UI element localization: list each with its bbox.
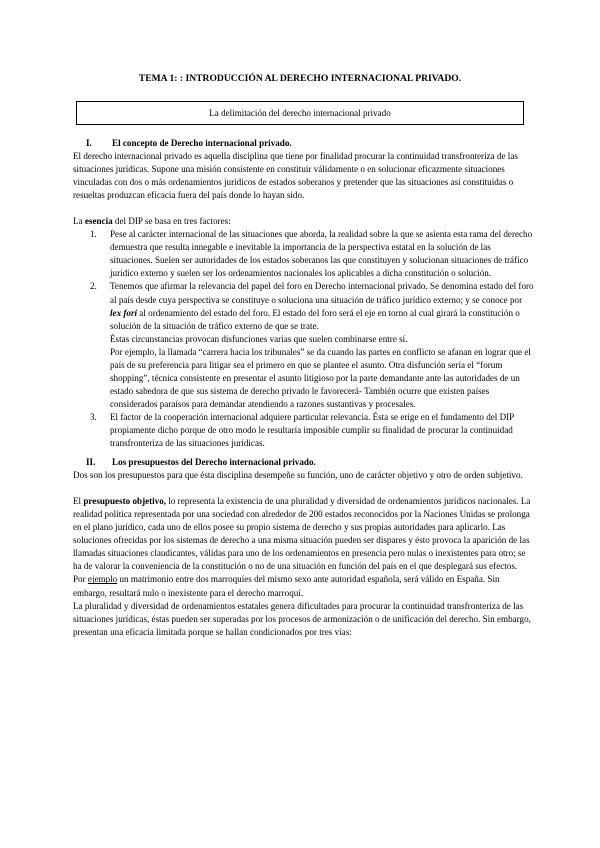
document-body bbox=[73, 137, 535, 639]
factors-list bbox=[73, 228, 535, 450]
list-item: 1. Pese al carácter internacional de las situaciones que aborda, la realidad sobre la que se asienta esta rama del derecho demuestra que resulta innegable e inevitable la importancia de la perspectiva estatal en la solución de las situaciones. Suelen ser autoridades de los estados soberanos las que constituyen y solucionan situaciones de tráfico jurídico externo y suelen ser los ordenamientos nacionales los aplicables a dicha constitución o solución. bbox=[90, 229, 533, 279]
paragraph-presupuestos: Dos son los presupuestos para que ésta disciplina desempeñe su función, uno de carácter objetivo y otro de orden subjetivo. bbox=[73, 470, 523, 481]
section-heading-text: El concepto de Derecho internacional privado. bbox=[112, 138, 292, 148]
lex-fori-term: lex fori bbox=[110, 307, 138, 318]
paragraph-esencia: La esencia del DIP se basa en tres factores: bbox=[73, 216, 231, 227]
list-item: 3. El factor de la cooperación internacional adquiere particular relevancia. Ésta se erige en el fundamento del DIP propiamente dicho porque de otro modo le resultaría imposible cumplir su finalidad de procurar la continuidad transfronteriza de las situaciones jurídicas. bbox=[90, 411, 514, 449]
section-number: II. bbox=[86, 457, 96, 468]
section-number: I. bbox=[86, 138, 92, 148]
section-heading-1 bbox=[73, 137, 535, 150]
section-box-title: La delimitación del derecho internacional privado bbox=[76, 101, 524, 125]
document-title: TEMA 1: : INTRODUCCIÓN AL DERECHO INTERNACIONAL PRIVADO. bbox=[138, 73, 462, 84]
paragraph-ejemplo: Por ejemplo un matrimonio entre dos marroquíes del mismo sexo ante autoridad española, será válido en España. Sin embargo, resultará nulo o inexistente para el derecho marroquí. bbox=[73, 574, 500, 598]
bold-esencia: esencia bbox=[84, 216, 113, 227]
list-item: 2. Tenemos que afirmar la relevancia del papel del foro en Derecho internacional privado. Se denomina estado del foro al país desde cuya perspectiva se constituye o soluciona una situación de tráfico jurídico externo; y se conoce por lex fori al ordenamiento del estado del foro. El estado del foro será el eje en torno al cual girará la constitución o solución de la situación de tráfico externo de que se trate. Éstas circunstancias provocan disfunciones varias que suelen combinarse entre sí. Por ejemplo, la llamada “carrera hacia los tribunales” se da cuando las partes en conflicto se afanan en lograr que el país de su preferencia para litigar sea el primero en que se plantee el asunto. Otra disfunción sería el “forum shopping”, técnica consistente en presentar el asunto litigioso por la parte demandante ante las autoridades de un estado sabedora de que sus sistema de derecho privado le favorecerá- También ocurre que existen países considerados paraísos para demandar atendiendo a razones sustantivas y procesales. bbox=[90, 281, 534, 409]
bold-presupuesto-objetivo: presupuesto objetivo, bbox=[83, 496, 167, 507]
underlined-ejemplo: ejemplo bbox=[87, 574, 118, 585]
paragraph-pluralidad: La pluralidad y diversidad de ordenamientos estatales genera dificultades para procurar la continuidad transfronteriza de las situaciones jurídicas, éstas pueden ser superadas por los procesos de armonización o de unificación del derecho. Sin embargo, presentan una eficacia limitada porque se hallan condicionados por tres vías: bbox=[73, 600, 531, 637]
paragraph-definition: El derecho internacional privado es aquella disciplina que tiene por finalidad procurar la continuidad transfronteriza de las situaciones jurídicas. Supone una misión consistente en constituir válidamente o en solucionar eficazmente situaciones vinculadas con dos o más ordenamientos jurídicos de estados soberanos y pretender que las situaciones así constituidas o resueltas produzcan eficacia fuera del país donde lo hayan sido. bbox=[73, 151, 518, 201]
paragraph-presupuesto-objetivo: El presupuesto objetivo, lo representa la existencia de una pluralidad y diversidad de ordenamientos jurídicos nacionales. La realidad política representada por una sociedad con alrededor de 200 estados reconocidos por la Naciones Unidas se prolonga en el plano jurídico, cada uno de ellos posee su propio sistema de derecho y sus propias autoridades para aplicarlo. Las soluciones ofrecidas por los sistemas de derecho a una misma situación pueden ser dispares y ésto provoca la aparición de las llamadas situaciones claudicantes, válidas para uno de los ordenamientos en presencia pero nulas o inexistentes para otro; se ha de valorar la conveniencia de la constitución o no de una situación en función del país en el que desplegará sus efectos. bbox=[73, 496, 531, 572]
section-heading-2 bbox=[73, 456, 535, 469]
section-heading-text: Los presupuestos del Derecho internacional privado. bbox=[112, 457, 316, 468]
